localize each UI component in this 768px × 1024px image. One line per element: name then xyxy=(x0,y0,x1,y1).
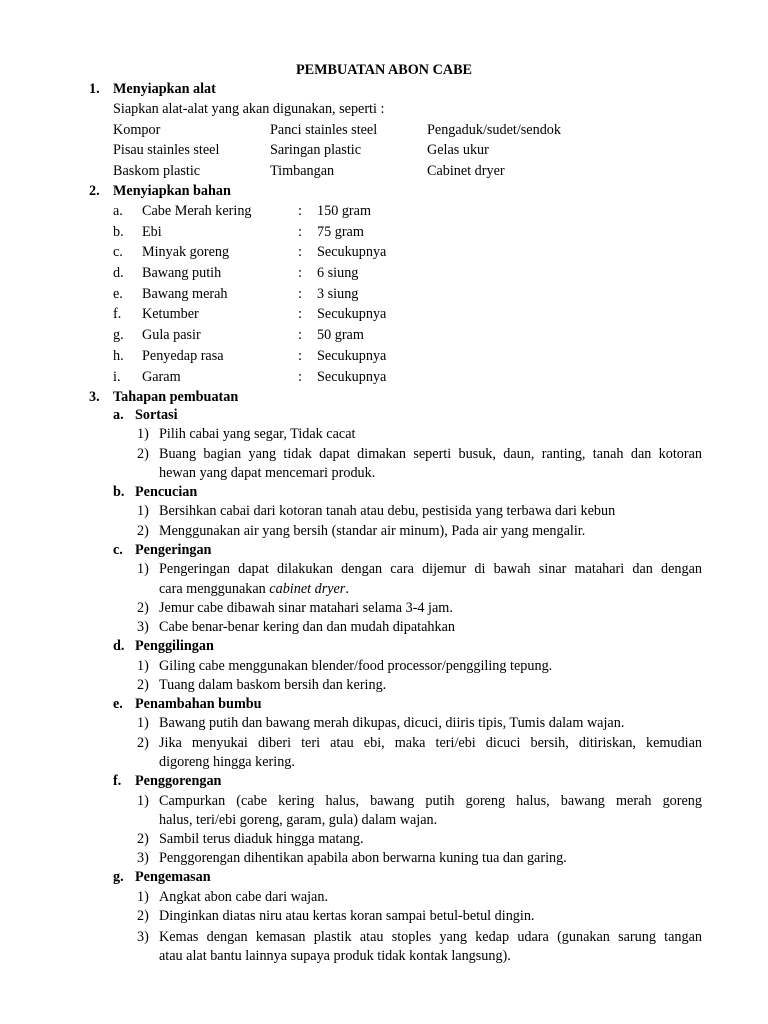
tool-item: Timbangan xyxy=(270,163,335,179)
step-text: Cabe benar-benar kering dan dan mudah dipatahkan xyxy=(159,619,455,635)
tool-item: Saringan plastic xyxy=(270,142,362,158)
step-text: Bersihkan cabai dari kotoran tanah atau debu, pestisida yang terbawa dari kebun xyxy=(159,503,616,519)
ingredient-letter: g. xyxy=(113,327,124,343)
tool-item: Kompor xyxy=(113,122,161,138)
ingredient-letter: e. xyxy=(113,286,123,302)
step-number: 2) xyxy=(137,677,149,693)
step-number: 2) xyxy=(137,831,149,847)
step-text: Giling cabe menggunakan blender/food processor/penggiling tepung. xyxy=(159,658,553,674)
ingredient-colon: : xyxy=(298,327,302,343)
step-number: 1) xyxy=(137,889,149,905)
ingredient-letter: b. xyxy=(113,224,124,240)
ingredient-letter: a. xyxy=(113,203,123,219)
step-number: 2) xyxy=(137,735,149,751)
tool-item: Baskom plastic xyxy=(113,163,201,179)
step-number: 2) xyxy=(137,908,149,924)
ingredient-amount: 6 siung xyxy=(317,265,359,281)
subsection-letter: b. xyxy=(113,484,125,500)
step-number: 3) xyxy=(137,850,149,866)
ingredient-name: Cabe Merah kering xyxy=(142,203,252,219)
step-text-cont xyxy=(159,580,349,598)
subsection-letter: a. xyxy=(113,407,124,423)
ingredient-letter: d. xyxy=(113,265,124,281)
ingredient-colon: : xyxy=(298,244,302,260)
ingredient-amount: Secukupnya xyxy=(317,306,387,322)
ingredient-letter: c. xyxy=(113,244,123,260)
ingredient-name: Gula pasir xyxy=(142,327,201,343)
step-text: Jemur cabe dibawah sinar matahari selama 3-4 jam. xyxy=(159,600,453,616)
ingredient-amount: 50 gram xyxy=(317,327,364,343)
step-text-normal: cara menggunakan xyxy=(159,581,270,597)
ingredient-letter: h. xyxy=(113,348,124,364)
subsection-heading: Pencucian xyxy=(135,484,198,500)
step-number: 1) xyxy=(137,715,149,731)
intro-text: Siapkan alat-alat yang akan digunakan, seperti : xyxy=(113,101,385,117)
ingredient-name: Ketumber xyxy=(142,306,199,322)
step-number: 3) xyxy=(137,619,149,635)
step-number: 1) xyxy=(137,793,149,809)
ingredient-colon: : xyxy=(298,306,302,322)
step-number: 1) xyxy=(137,658,149,674)
ingredient-colon: : xyxy=(298,348,302,364)
step-text: Dinginkan diatas niru atau kertas koran sampai betul-betul dingin. xyxy=(159,908,535,924)
ingredient-amount: 3 siung xyxy=(317,286,359,302)
step-text: Pilih cabai yang segar, Tidak cacat xyxy=(159,426,356,442)
ingredient-colon: : xyxy=(298,265,302,281)
subsection-letter: d. xyxy=(113,638,125,654)
section-number: 3. xyxy=(89,389,100,405)
ingredient-colon: : xyxy=(298,203,302,219)
subsection-heading: Pengeringan xyxy=(135,542,212,558)
step-text-cont: hewan yang dapat mencemari produk. xyxy=(159,465,376,481)
section-heading: Tahapan pembuatan xyxy=(113,389,239,405)
ingredient-colon: : xyxy=(298,224,302,240)
ingredient-name: Garam xyxy=(142,369,181,385)
tool-item: Gelas ukur xyxy=(427,142,489,158)
subsection-heading: Penggorengan xyxy=(135,773,222,789)
step-number: 2) xyxy=(137,600,149,616)
step-number: 2) xyxy=(137,446,149,462)
ingredient-amount: Secukupnya xyxy=(317,369,387,385)
ingredient-letter: f. xyxy=(113,306,122,322)
section-heading: Menyiapkan bahan xyxy=(113,183,231,199)
step-text: Sambil terus diaduk hingga matang. xyxy=(159,831,364,847)
tool-item: Panci stainles steel xyxy=(270,122,378,138)
step-text: Pengeringan dapat dilakukan dengan cara dijemur di bawah sinar matahari dan dengan xyxy=(159,561,702,577)
step-number: 1) xyxy=(137,503,149,519)
step-text: Campurkan (cabe kering halus, bawang putih goreng halus, bawang merah goreng xyxy=(159,793,702,809)
ingredient-name: Ebi xyxy=(142,224,162,240)
tool-item: Pengaduk/sudet/sendok xyxy=(427,122,561,138)
ingredient-colon: : xyxy=(298,369,302,385)
ingredient-amount: 150 gram xyxy=(317,203,371,219)
subsection-letter: f. xyxy=(113,773,122,789)
step-text: Tuang dalam baskom bersih dan kering. xyxy=(159,677,387,693)
step-text: Jika menyukai diberi teri atau ebi, maka teri/ebi dicuci bersih, ditiriskan, kemudian xyxy=(159,735,702,751)
ingredient-amount: Secukupnya xyxy=(317,348,387,364)
section-heading: Menyiapkan alat xyxy=(113,81,216,97)
step-text: Angkat abon cabe dari wajan. xyxy=(159,889,328,905)
section-number: 2. xyxy=(89,183,100,199)
step-text: Bawang putih dan bawang merah dikupas, dicuci, diiris tipis, Tumis dalam wajan. xyxy=(159,715,625,731)
tool-item: Cabinet dryer xyxy=(427,163,505,179)
subsection-heading: Sortasi xyxy=(135,407,178,423)
ingredient-name: Penyedap rasa xyxy=(142,348,224,364)
tool-item: Pisau stainles steel xyxy=(113,142,220,158)
ingredient-name: Bawang putih xyxy=(142,265,222,281)
step-text-cont: halus, teri/ebi goreng, garam, gula) dalam wajan. xyxy=(159,812,438,828)
ingredient-colon: : xyxy=(298,286,302,302)
section-number: 1. xyxy=(89,81,100,97)
step-text: Kemas dengan kemasan plastik atau stoples yang kedap udara (gunakan sarung tangan xyxy=(159,929,702,945)
step-text: Penggorengan dihentikan apabila abon berwarna kuning tua dan garing. xyxy=(159,850,567,866)
step-number: 1) xyxy=(137,561,149,577)
step-text-cont: atau alat bantu lainnya supaya produk tidak kontak langsung). xyxy=(159,948,511,964)
page-title: PEMBUATAN ABON CABE xyxy=(295,62,473,78)
ingredient-letter: i. xyxy=(113,369,121,385)
ingredient-amount: Secukupnya xyxy=(317,244,387,260)
ingredient-name: Minyak goreng xyxy=(142,244,230,260)
ingredient-amount: 75 gram xyxy=(317,224,364,240)
step-text-normal: . xyxy=(345,581,349,597)
step-text: Buang bagian yang tidak dapat dimakan seperti busuk, daun, ranting, tanah dan kotoran xyxy=(159,446,702,462)
subsection-letter: e. xyxy=(113,696,123,712)
subsection-letter: g. xyxy=(113,869,124,885)
step-text: Menggunakan air yang bersih (standar air minum), Pada air yang mengalir. xyxy=(159,523,586,539)
step-text-cont: digoreng hingga kering. xyxy=(159,754,295,770)
subsection-heading: Penambahan bumbu xyxy=(135,696,262,712)
subsection-letter: c. xyxy=(113,542,123,558)
step-number: 2) xyxy=(137,523,149,539)
subsection-heading: Pengemasan xyxy=(135,869,211,885)
step-number: 1) xyxy=(137,426,149,442)
step-number: 3) xyxy=(137,929,149,945)
ingredient-name: Bawang merah xyxy=(142,286,228,302)
step-text-italic: cabinet dryer xyxy=(269,581,346,597)
subsection-heading: Penggilingan xyxy=(135,638,214,654)
